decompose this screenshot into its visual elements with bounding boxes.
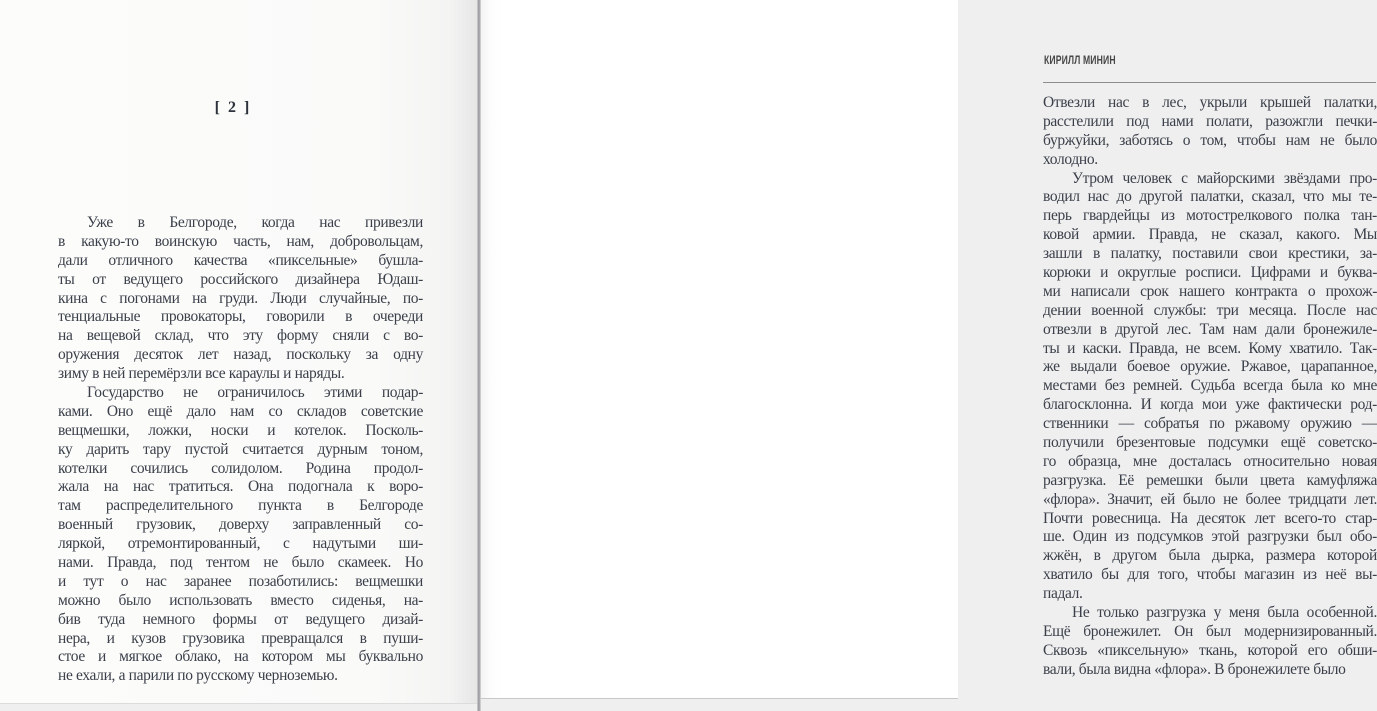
text-line: ковой армии. Правда, не сказал, какого. Мы bbox=[1043, 226, 1377, 244]
text-line: вещмешки, ложки, носки и котелок. Посколь- bbox=[58, 421, 423, 439]
text-line: холодно. bbox=[1043, 150, 1098, 168]
text-line: «флора». Значит, ей было не более тридцати лет. bbox=[1043, 490, 1377, 508]
text-line: Почти ровесница. На десяток лет всего-то стар- bbox=[1043, 509, 1377, 527]
right-page-text bbox=[1043, 94, 1377, 680]
text-line: Утром человек с майорскими звёздами про- bbox=[1072, 169, 1377, 187]
text-line: жала на нас тратиться. Она подогнала к воро- bbox=[58, 478, 423, 496]
text-line: Сквозь «пиксельную» ткань, которой его обши- bbox=[1043, 641, 1377, 659]
text-line: падал. bbox=[1043, 585, 1083, 603]
text-line: буржуйки, заботясь о том, чтобы нам не было bbox=[1043, 131, 1377, 149]
text-line: ственники — собратья по ржавому оружию — bbox=[1043, 415, 1377, 433]
text-line: отвезли в другой лес. Там нам дали бронежиле- bbox=[1043, 320, 1377, 338]
text-line: нами. Правда, под тентом не было скамеек. Но bbox=[58, 554, 423, 572]
text-line: оружения десяток лет назад, поскольку за одну bbox=[58, 346, 423, 364]
text-line: ку дарить тару пустой считается дурным тоном, bbox=[58, 440, 423, 458]
paragraph bbox=[1043, 94, 1377, 170]
text-line: ляркой, отремонтированный, с надутыми ши- bbox=[58, 535, 423, 553]
chapter-marker: [ 2 ] bbox=[214, 99, 252, 116]
text-line: разгрузка. Её ремешки были цвета камуфляжа bbox=[1043, 471, 1377, 489]
paragraph bbox=[58, 214, 423, 384]
text-line: зиму в ней перемёрзли все караулы и наряды. bbox=[58, 365, 345, 383]
text-line: дали отличного качества «пиксельные» бушла- bbox=[58, 251, 423, 269]
text-line: тенциальные провокаторы, говорили в очереди bbox=[58, 308, 423, 326]
text-line: вали, была видна «флора». В бронежилете было bbox=[1043, 660, 1346, 678]
text-line: расстелили под нами полати, разожгли печки- bbox=[1043, 112, 1377, 130]
text-line: ми написали срок нашего контракта о прохож- bbox=[1043, 282, 1377, 300]
paragraph bbox=[1043, 170, 1377, 604]
text-line: Государство не ограничилось этими подар- bbox=[87, 384, 423, 402]
text-line: Не только разгрузка у меня была особенной. bbox=[1072, 604, 1377, 622]
text-line: ками. Оно ещё дало нам со складов советские bbox=[58, 402, 423, 420]
text-line: там распределительного пункта в Белгороде bbox=[58, 497, 423, 515]
text-line: хватило бы для того, чтобы магазин из неё вы- bbox=[1043, 566, 1377, 584]
text-line: можно было использовать вместо сиденья, на- bbox=[58, 591, 423, 609]
header-rule bbox=[1043, 82, 1376, 83]
text-line: на вещевой склад, что эту форму сняли с во- bbox=[58, 327, 423, 345]
text-line: Ещё бронежилет. Он был модернизированный. bbox=[1043, 622, 1377, 640]
text-line: дении военной службы: три месяца. После нас bbox=[1043, 301, 1377, 319]
text-line: благосклонна. И когда мои уже фактически род- bbox=[1043, 396, 1377, 414]
paragraph bbox=[1043, 604, 1377, 680]
left-page-text bbox=[58, 214, 423, 686]
text-line: бив туда немного формы от ведущего дизай- bbox=[58, 610, 423, 628]
text-line: водил нас до другой палатки, сказал, что мы те- bbox=[1043, 188, 1377, 206]
text-line: кина с погонами на груди. Люди случайные, по- bbox=[58, 289, 423, 307]
text-line: стое и мягкое облако, на котором мы буквально bbox=[58, 648, 423, 666]
paragraph bbox=[58, 384, 423, 686]
text-line: нера, и кузов грузовика превращался в пуши- bbox=[58, 629, 423, 647]
text-line: Отвезли нас в лес, укрыли крышей палатки, bbox=[1043, 94, 1377, 111]
running-header-author: КИРИЛЛ МИНИН bbox=[1044, 55, 1116, 67]
text-line: местами без ремней. Судьба всегда была ко мне bbox=[1043, 377, 1377, 395]
text-line: Уже в Белгороде, когда нас привезли bbox=[87, 214, 423, 231]
text-line: жжён, в другом была дырка, размера которой bbox=[1043, 547, 1377, 565]
text-line: же выдали боевое оружие. Ржавое, царапанное, bbox=[1043, 358, 1377, 376]
text-line: ты и каски. Правда, не всем. Кому хватило. Так- bbox=[1043, 339, 1377, 357]
text-line: котелки сочились солидолом. Родина продол- bbox=[58, 459, 423, 477]
text-line: в какую-то воинскую часть, нам, добровольцам, bbox=[58, 232, 423, 250]
text-line: военный грузовик, доверху заправленный со- bbox=[58, 516, 423, 534]
text-line: и тут о нас заранее позаботились: вещмешки bbox=[58, 572, 423, 590]
text-line: зашли в палатку, поставили свои крестики, за- bbox=[1043, 245, 1377, 263]
text-line: не ехали, а парили по русскому черноземью. bbox=[58, 667, 338, 685]
text-line: го образца, мне досталась относительно новая bbox=[1043, 452, 1377, 470]
text-line: ше. Один из подсумков этой разгрузки был обо- bbox=[1043, 528, 1377, 546]
left-page bbox=[0, 0, 477, 704]
text-line: перь гвардейцы из мотострелкового полка тан- bbox=[1043, 207, 1377, 225]
text-line: корюки и округлые росписи. Цифрами и буква- bbox=[1043, 264, 1377, 282]
text-line: получили брезентовые подсумки ещё советско- bbox=[1043, 434, 1377, 452]
text-line: ты от ведущего российского дизайнера Юдаш- bbox=[58, 270, 423, 288]
right-page bbox=[481, 0, 1377, 699]
